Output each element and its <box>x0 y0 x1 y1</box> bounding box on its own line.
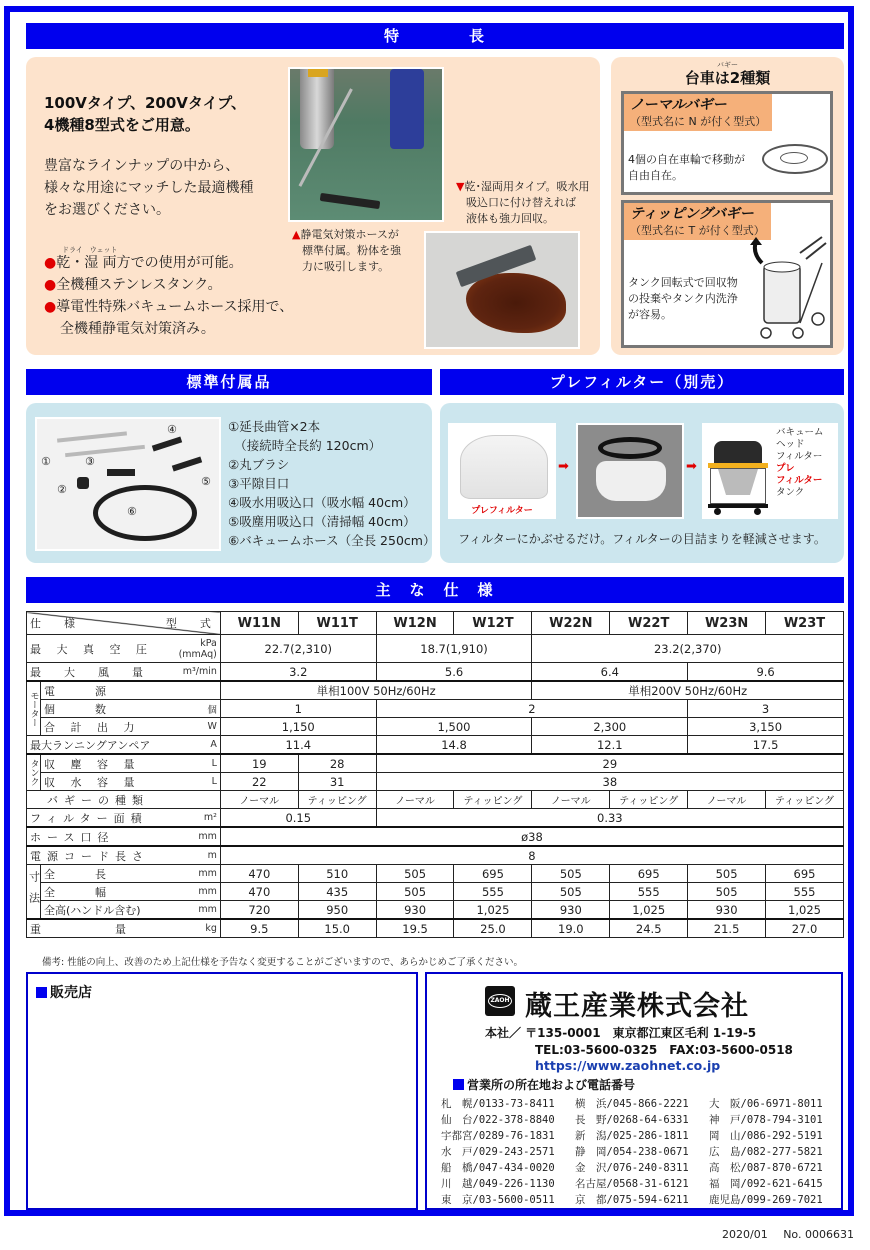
office-entry: 長 野/0268-64-6331 <box>575 1114 689 1126</box>
accessories-panel <box>26 403 436 563</box>
group-dimensions: 寸法 <box>27 865 41 920</box>
accessory-item: ④吸水用吸込口（吸水幅 40cm） <box>228 495 416 510</box>
row-label: 最 大 真 空 圧 <box>27 635 171 663</box>
offices-title-text: 営業所の所在地および電話番号 <box>467 1078 636 1092</box>
label-pre: プレ <box>776 463 795 474</box>
row-label: バギーの種類 <box>27 791 221 809</box>
label-vacuum: バキューム <box>776 427 824 438</box>
accessories-list <box>228 417 436 550</box>
cell: 470 <box>220 883 298 901</box>
label-filter: フィルター <box>776 451 823 462</box>
caption-line: 乾･湿両用タイプ。吸水用 <box>464 180 590 193</box>
accessory-item: ⑤吸塵用吸込口（清掃幅 40cm） <box>228 514 416 529</box>
row-cord-length <box>27 846 844 865</box>
office-entry: 金 沢/076-240-8311 <box>575 1162 689 1174</box>
row-label: 合 計 出 力 <box>40 718 170 736</box>
cell: 505 <box>376 865 454 883</box>
office-entry: 神 戸/078-794-3101 <box>709 1114 823 1126</box>
label-tank: タンク <box>776 487 805 498</box>
round-brush <box>77 477 89 489</box>
buggy-title: 台車は2種類 <box>684 69 771 87</box>
worker-legs <box>390 69 424 149</box>
row-width <box>27 883 844 901</box>
label-prefilter: フィルター <box>776 475 823 486</box>
office-entry: 名古屋/0568-31-6121 <box>575 1178 689 1190</box>
bullet-icon: ● <box>44 299 57 315</box>
bullet-icon: ● <box>44 255 57 271</box>
liquid-pickup-photo <box>424 231 580 349</box>
cell: 2,300 <box>532 718 688 736</box>
cell: ノーマル <box>532 791 610 809</box>
cell: 9.6 <box>688 663 844 682</box>
row-unit: L <box>170 754 220 773</box>
row-unit: L <box>170 773 220 791</box>
office-entry: 広 島/082-277-5821 <box>709 1146 823 1158</box>
cell: 1 <box>220 700 376 718</box>
row-unit: m³/min <box>170 663 220 682</box>
dolly-inner <box>780 152 808 164</box>
prefilter-header <box>440 369 844 395</box>
offices-col-2 <box>575 1096 715 1208</box>
model-header: W11N <box>220 612 298 635</box>
bullet-item <box>44 274 293 296</box>
row-length <box>27 865 844 883</box>
label-4: ④ <box>167 423 177 436</box>
office-entry: 京 都/075-594-6211 <box>575 1194 689 1206</box>
accessories-title: 標準付属品 <box>186 373 272 391</box>
fitted-bag <box>596 461 666 501</box>
cell: 21.5 <box>688 919 766 938</box>
row-label: 最大ランニングアンペア <box>27 736 171 755</box>
row-max-amp <box>27 736 844 755</box>
model-label-header: 型 式 <box>165 617 217 630</box>
cell: 3,150 <box>688 718 844 736</box>
office-entry: 新 潟/025-286-1811 <box>575 1130 689 1142</box>
normal-buggy-name: ノーマルバギー <box>630 97 727 113</box>
cell: 1,025 <box>454 901 532 920</box>
office-entry: 大 阪/06-6971-8011 <box>709 1098 823 1110</box>
desc-line: 自由自在。 <box>628 169 683 182</box>
row-label: ホース口径 <box>27 827 171 846</box>
tipping-buggy-name: ティッピングバギー <box>630 206 754 222</box>
offices-col-1 <box>441 1096 581 1208</box>
office-entry: 東 京/03-5600-0511 <box>441 1194 555 1206</box>
cell: 単相200V 50Hz/60Hz <box>532 681 844 700</box>
pipe-2 <box>65 445 145 457</box>
model-header: W23T <box>766 612 844 635</box>
cell: 25.0 <box>454 919 532 938</box>
tipping-buggy-desc <box>628 275 738 323</box>
desc-line: 4個の自在車輪で移動が <box>628 153 745 166</box>
company-name: 蔵王産業株式会社 <box>525 991 749 1022</box>
cell: 14.8 <box>376 736 532 755</box>
row-unit: 個 <box>170 700 220 718</box>
dealer-title-text: 販売店 <box>50 985 92 1001</box>
cell: 31 <box>298 773 376 791</box>
label-1: ① <box>41 455 51 468</box>
desc-line: の投棄やタンク内洗浄 <box>628 292 738 305</box>
footer-date: 2020/01 <box>722 1228 768 1241</box>
cell: 555 <box>454 883 532 901</box>
cell: ティッピング <box>454 791 532 809</box>
bullet-item <box>44 252 293 274</box>
dealer-box <box>26 972 418 1210</box>
headline-line-1: 100Vタイプ、200Vタイプ、 <box>44 94 246 112</box>
dry-wet-ruby: ドライ ウェット <box>62 246 118 254</box>
row-weight <box>27 919 844 938</box>
cell: 22 <box>220 773 298 791</box>
bullet-item <box>44 296 293 318</box>
office-entry: 岡 山/086-292-5191 <box>709 1130 823 1142</box>
photo1-caption <box>292 227 401 275</box>
office-entry: 宇都宮/0289-76-1831 <box>441 1130 555 1142</box>
cell: 17.5 <box>688 736 844 755</box>
office-entry: 静 岡/054-238-0671 <box>575 1146 689 1158</box>
offices-col-3 <box>709 1096 849 1208</box>
label-6: ⑥ <box>127 505 137 518</box>
accessory-item: ⑥バキュームホース（全長 250cm） <box>228 533 436 548</box>
cell: 8 <box>220 846 843 865</box>
cell: 38 <box>376 773 843 791</box>
row-dust-capacity <box>27 754 844 773</box>
group-motor: モーター <box>27 681 41 736</box>
row-label: 収 水 容 量 <box>40 773 170 791</box>
office-entry: 高 松/087-870-6721 <box>709 1162 823 1174</box>
row-unit <box>170 681 220 700</box>
headline-line-2: 4機種8型式をご用意。 <box>44 116 200 134</box>
cell: 0.33 <box>376 809 843 828</box>
cell: 23.2(2,370) <box>532 635 844 663</box>
row-unit: kg <box>170 919 220 938</box>
office-entry: 川 越/049-226-1130 <box>441 1178 555 1190</box>
body-line-1: 豊富なラインナップの中から、 <box>44 158 240 174</box>
bullet-text: 全機種ステンレスタンク。 <box>56 277 222 293</box>
cell: 19 <box>220 754 298 773</box>
office-entry: 仙 台/022-378-8840 <box>441 1114 555 1126</box>
tank-band <box>308 69 328 77</box>
prefilter-title: プレフィルター（別売） <box>549 373 735 391</box>
cell: ティッピング <box>766 791 844 809</box>
cell: 470 <box>220 865 298 883</box>
cell: 19.0 <box>532 919 610 938</box>
cell: 12.1 <box>532 736 688 755</box>
row-unit: m² <box>170 809 220 828</box>
cell: 3.2 <box>220 663 376 682</box>
prefilter-bag-photo <box>448 423 556 519</box>
normal-buggy-tag <box>624 94 772 131</box>
crevice-tool <box>107 469 135 476</box>
office-entry: 水 戸/029-243-2571 <box>441 1146 555 1158</box>
row-water-capacity <box>27 773 844 791</box>
company-address: 本社／ 〒135-0001 東京都江東区毛利 1-19-5 <box>485 1026 757 1040</box>
prefilter-panel <box>440 403 844 563</box>
cell: 505 <box>532 865 610 883</box>
model-header: W12N <box>376 612 454 635</box>
tipping-buggy-sub: （型式名に T が付く型式） <box>630 224 765 237</box>
model-header: W22T <box>610 612 688 635</box>
bullet-text: 乾・湿 両方での使用が可能。 <box>56 255 243 271</box>
row-label: 全 幅 <box>40 883 170 901</box>
body-line-3: をお選びください。 <box>44 202 170 218</box>
row-label: 全 長 <box>40 865 170 883</box>
row-label: 重 量 <box>27 919 171 938</box>
row-unit: m <box>170 846 220 865</box>
caption-line: 液体も強力回収。 <box>466 212 554 225</box>
desc-line: タンク回転式で回収物 <box>628 276 738 289</box>
caption-line: 力に吸引します。 <box>302 260 390 273</box>
cell: 27.0 <box>766 919 844 938</box>
desc-line: が容易。 <box>628 308 672 321</box>
arrow-right-icon: ➡ <box>558 459 569 474</box>
nozzle-4 <box>152 437 182 452</box>
cell: 1,150 <box>220 718 376 736</box>
cell: ティッピング <box>298 791 376 809</box>
model-header: W22N <box>532 612 610 635</box>
features-header <box>26 23 844 49</box>
wheel <box>714 508 721 515</box>
cell: 19.5 <box>376 919 454 938</box>
accessory-item: ②丸ブラシ <box>228 457 290 472</box>
nozzle-5 <box>172 457 202 472</box>
row-label: 収 塵 容 量 <box>40 754 170 773</box>
cell: 950 <box>298 901 376 920</box>
offices-title <box>453 1076 635 1093</box>
cell: 0.15 <box>220 809 376 828</box>
cell: ティッピング <box>610 791 688 809</box>
specs-title: 主 な 仕 様 <box>375 581 495 599</box>
accessories-header <box>26 369 432 395</box>
features-title: 特 長 <box>383 27 486 45</box>
spec-corner-cell <box>27 612 221 635</box>
cell: 6.4 <box>532 663 688 682</box>
office-entry: 船 橋/047-434-0020 <box>441 1162 555 1174</box>
unit-kpa: kPa <box>200 637 217 649</box>
row-hose-diameter <box>27 827 844 846</box>
row-height <box>27 901 844 920</box>
group-tank: タンク <box>27 754 41 791</box>
accessories-photo <box>35 417 221 551</box>
company-url-link[interactable]: https://www.zaohnet.co.jp <box>535 1058 721 1073</box>
row-buggy-type <box>27 791 844 809</box>
cell: 695 <box>766 865 844 883</box>
specs-header <box>26 577 844 603</box>
office-entry: 福 岡/092-621-6415 <box>709 1178 823 1190</box>
features-bullets <box>44 252 293 340</box>
cell: 1,025 <box>610 901 688 920</box>
spec-table <box>26 611 844 938</box>
features-panel <box>26 57 600 355</box>
row-unit: mm <box>170 901 220 920</box>
office-entry: 鹿児島/099-269-7021 <box>709 1194 823 1206</box>
cell: 930 <box>688 901 766 920</box>
company-box <box>425 972 843 1210</box>
cell: 9.5 <box>220 919 298 938</box>
cell: 505 <box>532 883 610 901</box>
cell: ノーマル <box>688 791 766 809</box>
unit-mmaq: (mmAq) <box>178 648 217 660</box>
cell: 555 <box>610 883 688 901</box>
caption-line: 標準付属。粉体を強 <box>302 244 401 257</box>
up-triangle-icon: ▲ <box>292 228 301 241</box>
cell: ø38 <box>220 827 843 846</box>
cell: 555 <box>766 883 844 901</box>
normal-buggy-box <box>621 91 833 195</box>
cell: 505 <box>688 865 766 883</box>
row-unit: A <box>170 736 220 755</box>
prefilter-photo-label: プレフィルター <box>471 506 533 516</box>
caption-line: 吸込口に付け替えれば <box>466 196 576 209</box>
model-header: W12T <box>454 612 532 635</box>
features-body <box>44 155 253 221</box>
cell: 695 <box>454 865 532 883</box>
photo2-caption <box>456 179 590 227</box>
cell: 1,025 <box>766 901 844 920</box>
row-power-source <box>27 681 844 700</box>
cell: 435 <box>298 883 376 901</box>
cell: ノーマル <box>220 791 298 809</box>
spec-header-row <box>27 612 844 635</box>
square-bullet-icon <box>36 987 47 998</box>
down-triangle-icon: ▼ <box>456 180 465 193</box>
cell: 720 <box>220 901 298 920</box>
buggy-ruby: バギー <box>717 61 738 69</box>
diagram-labels <box>776 427 824 499</box>
label-5: ⑤ <box>201 475 211 488</box>
label-3: ③ <box>85 455 95 468</box>
row-label: 全高(ハンドル含む) <box>40 901 170 920</box>
features-headline <box>44 92 246 136</box>
cell: 11.4 <box>220 736 376 755</box>
buggy-panel <box>611 57 844 355</box>
dolly-ring-icon <box>762 144 828 174</box>
tank-shape <box>300 69 334 149</box>
row-label: 電源コード長さ <box>27 846 171 865</box>
square-bullet-icon <box>453 1079 464 1090</box>
cell: 505 <box>376 883 454 901</box>
model-header: W11T <box>298 612 376 635</box>
tipping-buggy-box <box>621 200 833 348</box>
cell: 2 <box>376 700 688 718</box>
company-tel-fax: TEL:03-5600-0325 FAX:03-5600-0518 <box>535 1043 793 1057</box>
row-unit: mm <box>170 827 220 846</box>
cell: 18.7(1,910) <box>376 635 532 663</box>
row-max-airflow <box>27 663 844 682</box>
row-unit: mm <box>170 883 220 901</box>
cell: 単相100V 50Hz/60Hz <box>220 681 532 700</box>
bullet-icon: ● <box>44 277 57 293</box>
accessory-item: ①延長曲管×2本 <box>228 419 321 434</box>
cell: 695 <box>610 865 688 883</box>
body-line-2: 様々な用途にマッチした最適機種 <box>44 180 254 196</box>
cell: 505 <box>688 883 766 901</box>
bullet-text-continued: 全機種静電気対策済み。 <box>60 321 215 337</box>
caption-line: 静電気対策ホースが <box>300 228 399 241</box>
row-max-vacuum <box>27 635 844 663</box>
accessory-item: ③平隙目口 <box>228 476 290 491</box>
prefilter-fitted-photo <box>576 423 684 519</box>
office-entry: 札 幌/0133-73-8411 <box>441 1098 555 1110</box>
row-label: フィルター面積 <box>27 809 171 828</box>
footer-doc-number: No. 0006631 <box>783 1228 854 1241</box>
cell: 3 <box>688 700 844 718</box>
bullet-text: 導電性特殊バキュームホース採用で、 <box>56 299 294 315</box>
dealer-title <box>36 982 92 1002</box>
normal-buggy-desc <box>628 152 745 184</box>
row-label: 最 大 風 量 <box>27 663 171 682</box>
cell: ノーマル <box>376 791 454 809</box>
cell: 15.0 <box>298 919 376 938</box>
cell: 28 <box>298 754 376 773</box>
bag-shape <box>460 435 548 499</box>
row-unit: mm <box>170 865 220 883</box>
vacuum-in-use-photo <box>288 67 444 222</box>
wheel <box>754 508 761 515</box>
cell: 29 <box>376 754 843 773</box>
office-entry: 横 浜/045-866-2221 <box>575 1098 689 1110</box>
row-unit <box>170 635 220 663</box>
cell: 510 <box>298 865 376 883</box>
cell: 1,500 <box>376 718 532 736</box>
row-filter-area <box>27 809 844 828</box>
label-head: ヘッド <box>776 439 805 450</box>
spec-label-header: 仕 様 <box>30 617 81 630</box>
arrow-right-icon: ➡ <box>686 459 697 474</box>
footer <box>722 1228 854 1241</box>
cell: 5.6 <box>376 663 532 682</box>
floor-nozzle <box>320 193 381 209</box>
cell: 22.7(2,310) <box>220 635 376 663</box>
row-label: 電 源 <box>40 681 170 700</box>
pipe-1 <box>57 431 127 442</box>
vacuum-head-shape <box>714 441 762 463</box>
row-label: 個 数 <box>40 700 170 718</box>
accessory-item: （接続時全長約 120cm） <box>228 438 382 453</box>
logo-text: ZAOH <box>488 994 512 1008</box>
prefilter-diagram <box>702 423 838 519</box>
hose-coil <box>93 485 197 541</box>
row-total-output <box>27 718 844 736</box>
label-2: ② <box>57 483 67 496</box>
cell: 930 <box>532 901 610 920</box>
cell: 930 <box>376 901 454 920</box>
normal-buggy-sub: （型式名に N が付く型式） <box>630 115 767 128</box>
model-header: W23N <box>688 612 766 635</box>
filter-ring <box>598 437 662 459</box>
liquid-spill <box>466 273 566 333</box>
tipping-cart-icon <box>742 233 830 345</box>
row-motor-count <box>27 700 844 718</box>
zaoh-logo <box>485 986 515 1016</box>
row-unit: W <box>170 718 220 736</box>
cell: 24.5 <box>610 919 688 938</box>
spec-note: 備考: 性能の向上、改善のため上記仕様を予告なく変更することがございますので、あらかじめご了承ください。 <box>42 957 524 968</box>
prefilter-caption: フィルターにかぶせるだけ。フィルターの目詰まりを軽減させます。 <box>458 532 826 546</box>
